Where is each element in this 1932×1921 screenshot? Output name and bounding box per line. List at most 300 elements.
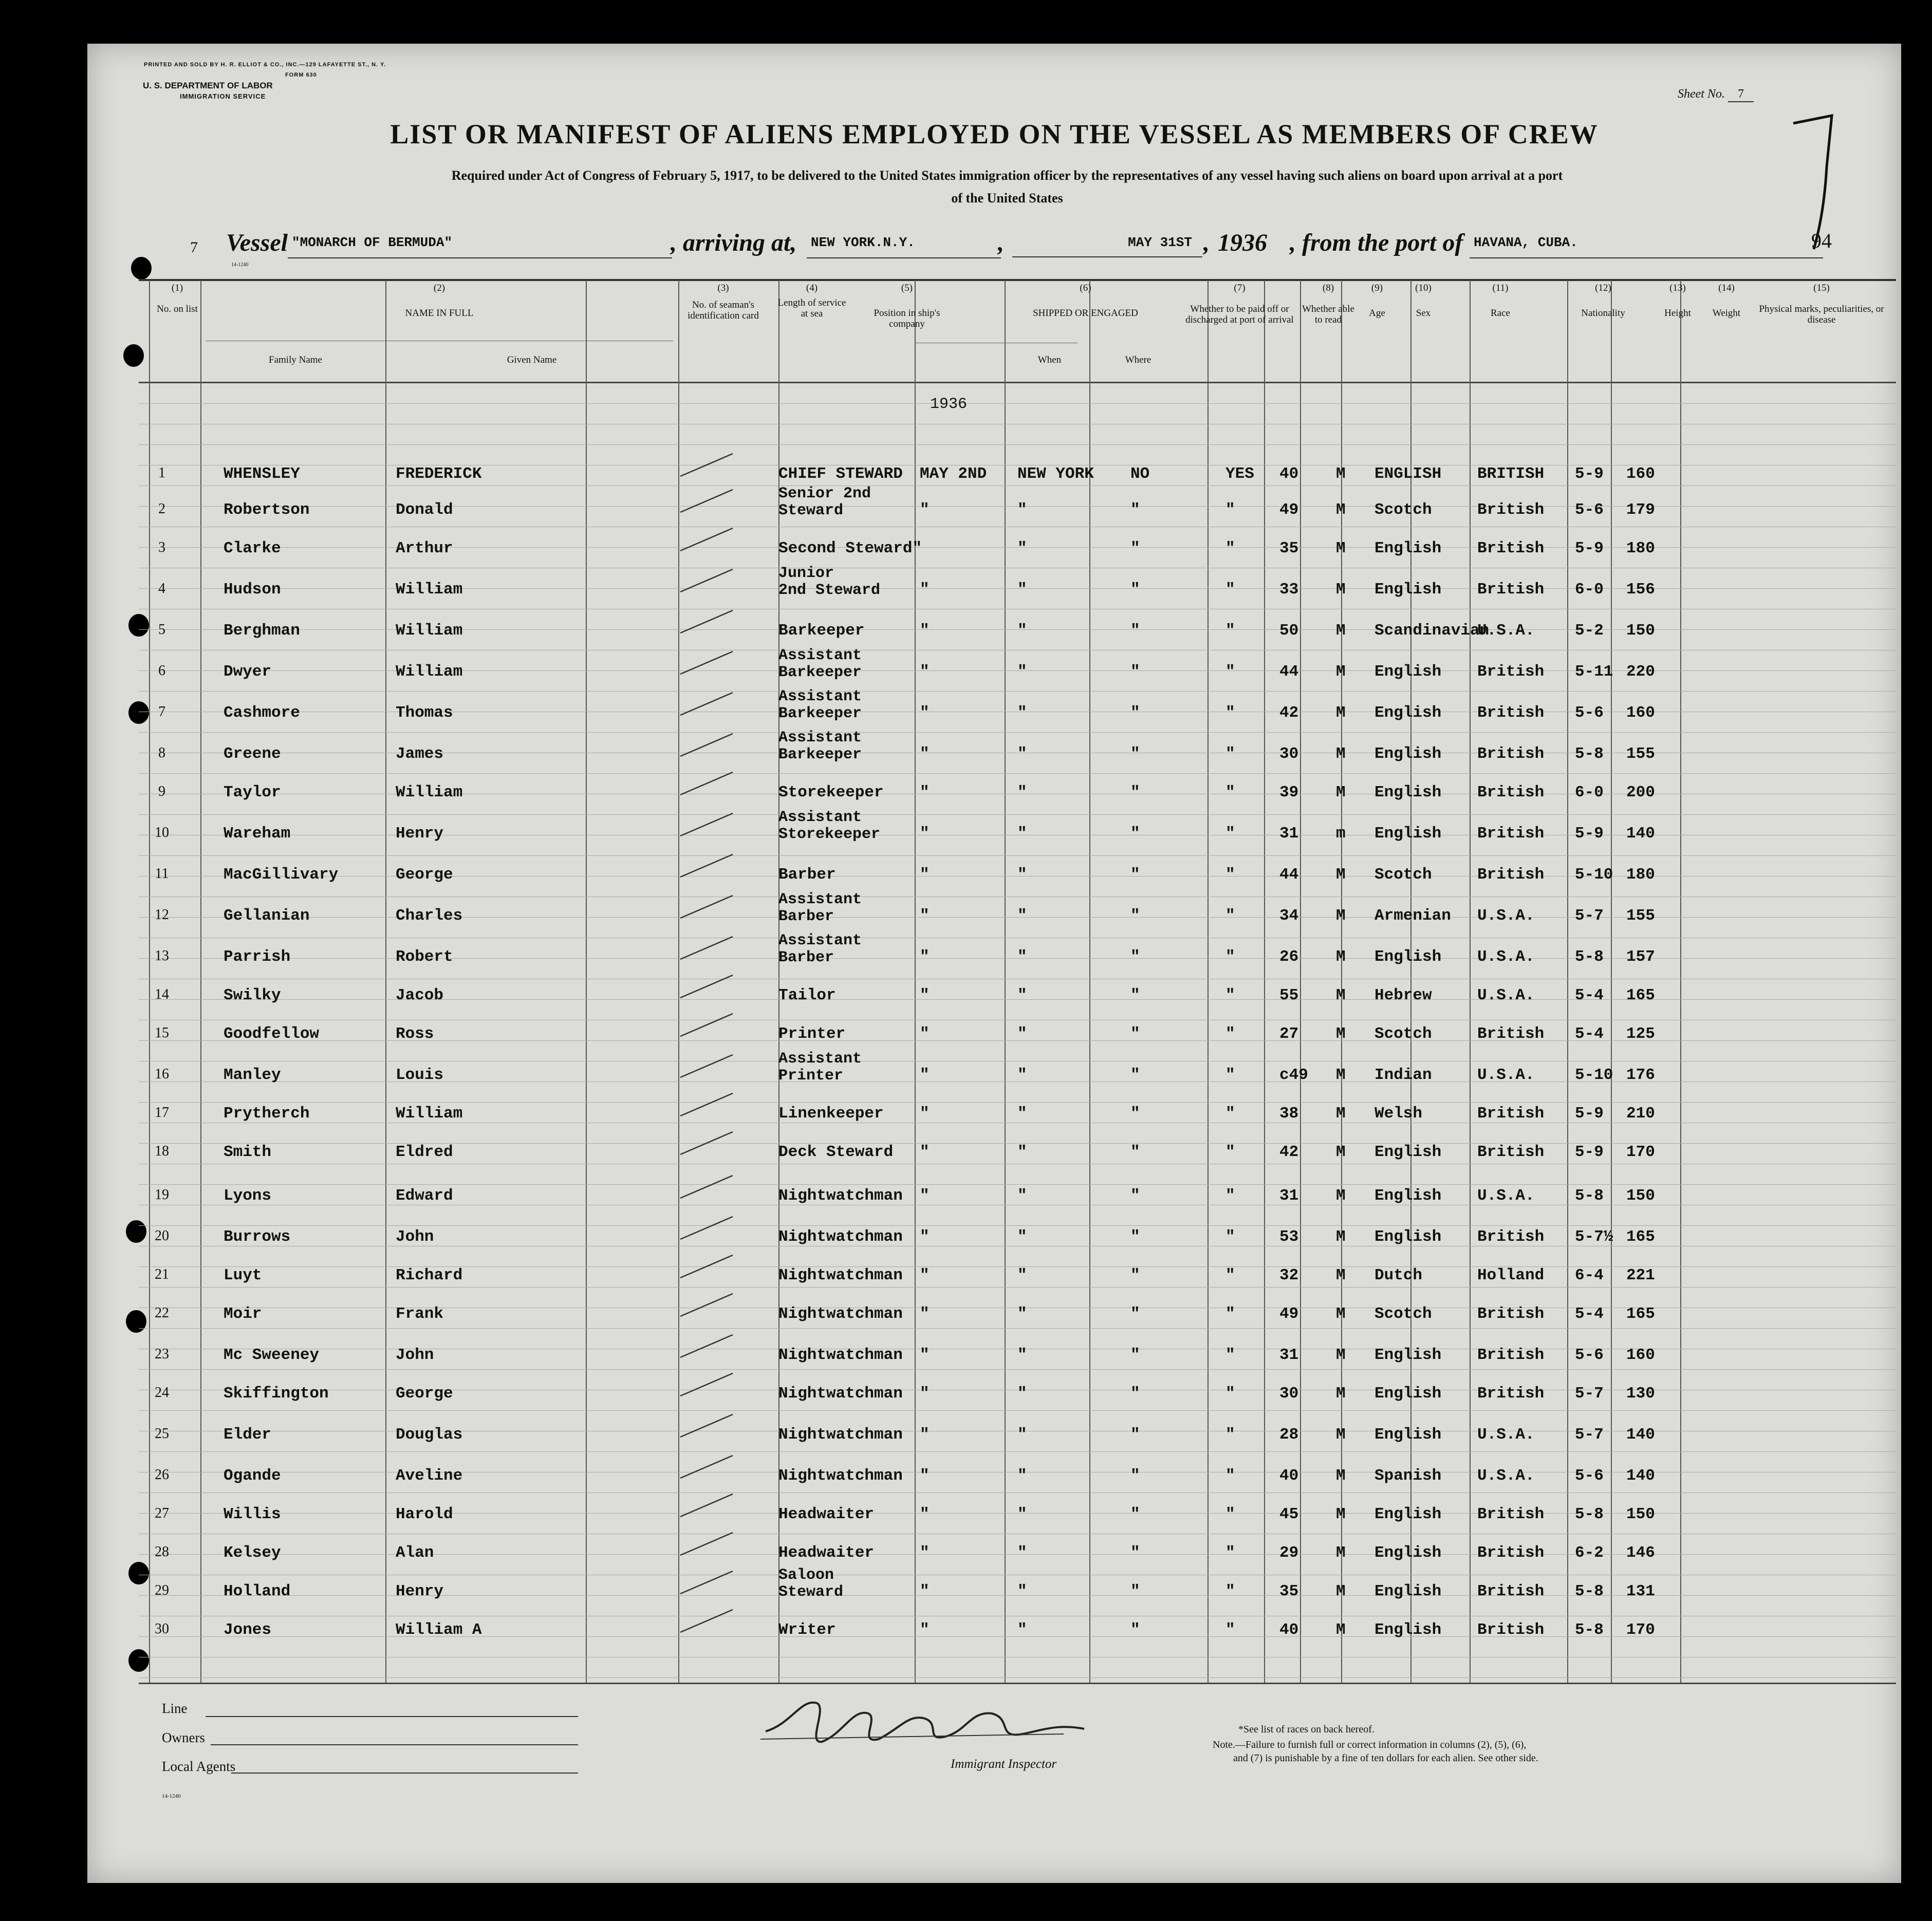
- position: Nightwatchman: [778, 1426, 903, 1444]
- row-number: 13: [155, 948, 169, 964]
- able-to-read: ": [1225, 622, 1235, 640]
- family-name: Prytherch: [224, 1105, 310, 1123]
- paid-off: ": [1130, 1385, 1140, 1403]
- row-number: 15: [155, 1025, 169, 1041]
- nationality: British: [1477, 1143, 1545, 1161]
- col-service-header: (4) Length of service at sea: [777, 283, 846, 319]
- year-note: 1936: [930, 396, 968, 413]
- shipped-when: ": [920, 1066, 930, 1084]
- paid-off: ": [1130, 825, 1140, 843]
- sex: M: [1336, 907, 1346, 925]
- sex: m: [1336, 825, 1346, 843]
- age: c49: [1279, 1066, 1308, 1084]
- given-name: Edward: [396, 1187, 453, 1205]
- row-number: 28: [155, 1544, 169, 1560]
- family-name: Luyt: [224, 1266, 262, 1284]
- given-name: Charles: [396, 907, 463, 925]
- row-number: 11: [155, 866, 169, 882]
- weight: 150: [1626, 1505, 1655, 1523]
- check-mark-icon: [676, 1213, 738, 1243]
- able-to-read: ": [1225, 1582, 1235, 1600]
- shipped-when: ": [920, 1025, 930, 1043]
- position-cell: [778, 730, 862, 763]
- shipped-when: ": [920, 1266, 930, 1284]
- shipped-when: MAY 2ND: [920, 465, 987, 483]
- weight: 160: [1626, 1346, 1655, 1364]
- able-to-read: ": [1225, 1385, 1235, 1403]
- row-number: 30: [155, 1621, 169, 1637]
- family-name: WHENSLEY: [224, 465, 300, 483]
- nationality: British: [1477, 1505, 1545, 1523]
- given-name: Henry: [396, 1582, 444, 1600]
- weight: 180: [1626, 866, 1655, 884]
- paid-off: ": [1130, 1505, 1140, 1523]
- height: 5-4: [1575, 1025, 1604, 1043]
- col-id-card-header: (3) No. of seaman's identification card: [688, 283, 759, 321]
- owners-label: Owners: [162, 1730, 205, 1745]
- able-to-read: ": [1225, 1066, 1235, 1084]
- nationality: British: [1477, 784, 1545, 801]
- position: Writer: [778, 1621, 836, 1639]
- position-line: Storekeeper: [778, 826, 881, 843]
- nationality: British: [1477, 663, 1545, 681]
- check-mark-icon: [676, 688, 738, 719]
- shipped-where: ": [1017, 986, 1027, 1004]
- ruled-line: [139, 1287, 1896, 1288]
- family-name: Cashmore: [224, 704, 300, 722]
- nationality: British: [1477, 704, 1545, 722]
- able-to-read: ": [1225, 1105, 1235, 1123]
- given-name: George: [396, 1385, 453, 1403]
- family-name: Swilky: [224, 986, 281, 1004]
- shipped-where: ": [1017, 1467, 1027, 1485]
- shipped-where: ": [1017, 866, 1027, 884]
- position-line: Barkeeper: [778, 705, 862, 722]
- nationality: U.S.A.: [1477, 622, 1535, 640]
- given-name: William A: [396, 1621, 482, 1639]
- nationality: British: [1477, 1582, 1545, 1600]
- weight: 165: [1626, 1305, 1655, 1323]
- age: 31: [1279, 1187, 1299, 1205]
- family-name: Taylor: [224, 784, 281, 801]
- sheet-label: Sheet No. 7: [1678, 87, 1754, 102]
- shipped-where: ": [1017, 1066, 1027, 1084]
- position-cell: [778, 688, 862, 722]
- subtitle: [226, 164, 1788, 210]
- position: Nightwatchman: [778, 1385, 903, 1403]
- shipped-when: ": [920, 581, 930, 599]
- given-name: Louis: [396, 1066, 444, 1084]
- height: 5-7: [1575, 1385, 1604, 1403]
- able-to-read: ": [1225, 745, 1235, 763]
- family-name: Kelsey: [224, 1544, 281, 1562]
- able-to-read: ": [1225, 1143, 1235, 1161]
- row-number: 24: [155, 1385, 169, 1401]
- manifest-sheet: PRINTED AND SOLD BY H. R. ELLIOT & CO., INC.—129 LAFAYETTE ST., N. Y. FORM 630 U. S. DEPARTMENT OF LABOR IMMIGRATION SERVICE Sheet No. 7 LIST OR MANIFEST OF ALIENS EMPLOYED ON THE VESSEL AS MEMBERS OF CREW Required under Act of Congress of February 5, 1917, to be delivered to the United States immigration officer by the representatives of any vessel having such aliens on board upon arrival at a port of the United States 7 Vessel "MONARCH OF BERMUDA" , arriving at, NEW YORK.N.Y. , MAY 31ST , 1936 , from the port of HAVANA, CUBA. 94 14-1240 (1) No. on list (2) NAME IN FULL Family Name Given Name (3) No. of seaman's identification card (4) Length of service at sea (5) Position in ship's company (6) SHIPPED OR ENGAGED When Where (7) Whether to be paid off or discharged at port of arrival (8) Whether able to read (9) Age (10) Sex (11) Race (12) Nationality (13) Height (14) Weight (15) Physical marks, peculiarities, or disease 1936 1 WHENSLEY FREDERICK CHIEF STEWARD MAY 2ND NEW YORK NO YES 40 M ENGLISH BRITISH 5-9 160 2 Robertson Donald Senior 2nd Steward " " " " 49 M Scotch British 5-6 179 3 Clarke Arthur Second Steward" " " " 35 M English British 5-9 180 4 Hudson William Junior 2nd Steward " " " " 33 M English British 6-0 156 5 Berghman William Barkeeper " " " " 50 M Scandinavian U.S.A. 5-2 150 6 Dwyer William Assistant Barkeeper " " " " 44 M English British 5-11 220 7 Cashmore Thomas Assistant Barkeeper " " " " 42 M English British 5-6 160 8 Greene James Assistant Barkeeper " " " " 30 M English British 5-8 155 9 Taylor William Storekeeper " " " " 39 M English British 6-0 200 10 Wareham Henry Assistant Storekeeper " " " " 31 m English British 5-9 140 11 MacGillivary George Barber " " " " 44 M Scotch British 5-10 180 12 Gellanian Charles Assistant Barber " " " " 34 M Armenian U.S.A. 5-7 155 13 Parrish Robert Assistant Barber " " " " 26 M English U.S.A. 5-8 157 14 Swilky Jacob Tailor " " " " 55 M Hebrew U.S.A. 5-4 165 15 Goodfellow Ross Printer " " " " 27 M Scotch British 5-4 125 16 Manley Louis Assistant Printer " " " " c49 M Indian U.S.A. 5-10 176 17 Prytherch William Linenkeeper " " " " 38 M Welsh British 5-9 210 18 Smith Eldred Deck Steward " " " " 42 M English British 5-9 170 19 Lyons Edward Nightwatchman " " " " 31 M English U.S.A. 5-8 150 20 Burrows John Nightwatchman " " " " 53 M English British 5-7½ 165 21 Luyt Richard Nightwatchman " " " " 32 M Dutch Holland 6-4 221 22 Moir Frank Nightwatchman " " " " 49 M Scotch British 5-4 165 23 Mc Sweeney John Nightwatchman " " " " 31 M English British 5-6 160 24 Skiffington George Nightwatchman " " " " 30 M English British 5-7 130 25 Elder Douglas Nightwatchman " " " " 28 M English U.S.A. 5-7 140 26 Ogande Aveline Nightwatchman " " " " 40 M Spanish U.S.A. 5-6 140 27 Willis Harold Headwaiter " " " " 45 M English British 5-8 150 28 Kelsey Alan Headwaiter " " " " 29 M English British 6-2 146 29 Holland Henry Saloon Steward " " " " 35 M English British 5-8 131 30 Jones William A Writer " " " " 40 M English British 5-8 170 Line Owners Local Agents Immigrant Inspector *See list of races on back hereof. Note.—Failure to furnish full or correct information in columns (2), (5), (6), and (7) is punishable by a fine of ten dollars for each alien. See other side. 14-1240: [87, 44, 1901, 1883]
- able-to-read: ": [1225, 1544, 1235, 1562]
- position: Headwaiter: [778, 1505, 875, 1523]
- given-name: Arthur: [396, 539, 453, 557]
- weight: 156: [1626, 581, 1655, 599]
- ruled-line: [139, 773, 1896, 774]
- position-line: Assistant: [778, 688, 862, 705]
- height: 5-7: [1575, 1426, 1604, 1444]
- row-number: 22: [155, 1305, 169, 1321]
- page-number: 94: [1811, 229, 1832, 252]
- paid-off: ": [1130, 1228, 1140, 1246]
- col-nationality-header: (12) Nationality: [1581, 283, 1625, 319]
- shipped-where: ": [1017, 907, 1027, 925]
- able-to-read: ": [1225, 501, 1235, 519]
- paid-off: ": [1130, 539, 1140, 557]
- paid-off: NO: [1130, 465, 1150, 483]
- shipped-where: ": [1017, 1346, 1027, 1364]
- row-number: 6: [158, 663, 165, 679]
- from-port: HAVANA, CUBA.: [1470, 235, 1823, 258]
- race: Welsh: [1374, 1105, 1423, 1123]
- family-name: Lyons: [224, 1187, 272, 1205]
- shipped-when: ": [920, 866, 930, 884]
- weight: 130: [1626, 1385, 1655, 1403]
- paid-off: ": [1130, 986, 1140, 1004]
- family-name: Smith: [224, 1143, 272, 1161]
- height: 6-4: [1575, 1266, 1604, 1284]
- shipped-when: ": [920, 784, 930, 801]
- height: 6-0: [1575, 784, 1604, 801]
- ruled-line: [139, 403, 1896, 404]
- weight: 179: [1626, 501, 1655, 519]
- row-number: 16: [155, 1066, 169, 1082]
- able-to-read: ": [1225, 948, 1235, 966]
- family-name: Parrish: [224, 948, 291, 966]
- ruled-line: [139, 444, 1896, 445]
- nationality: British: [1477, 866, 1545, 884]
- position-cell: [778, 565, 880, 599]
- position-line: Senior 2nd: [778, 485, 871, 502]
- given-name: Donald: [396, 501, 453, 519]
- col-paid-header: (7) Whether to be paid off or discharged at port of arrival: [1185, 283, 1294, 325]
- form-number: FORM 630: [285, 72, 317, 78]
- family-name: Clarke: [224, 539, 281, 557]
- service: IMMIGRATION SERVICE: [180, 92, 266, 100]
- race: English: [1374, 1346, 1442, 1364]
- family-name: Dwyer: [224, 663, 272, 681]
- sheet-number: 7: [1728, 87, 1754, 102]
- shipped-where: ": [1017, 825, 1027, 843]
- race: English: [1374, 784, 1442, 801]
- nationality: British: [1477, 1385, 1545, 1403]
- sex: M: [1336, 1385, 1346, 1403]
- sex: M: [1336, 1143, 1346, 1161]
- nationality: British: [1477, 745, 1545, 763]
- nationality: U.S.A.: [1477, 986, 1535, 1004]
- shipped-when: ": [920, 1228, 930, 1246]
- height: 5-6: [1575, 1346, 1604, 1364]
- sex: M: [1336, 622, 1346, 640]
- row-number: 29: [155, 1582, 169, 1598]
- weight: 157: [1626, 948, 1655, 966]
- able-to-read: ": [1225, 581, 1235, 599]
- position-line: Junior: [778, 565, 834, 582]
- col-race-header: (11) Race: [1491, 283, 1510, 319]
- shipped-when: ": [920, 907, 930, 925]
- age: 40: [1279, 465, 1299, 483]
- ruled-line: [139, 691, 1896, 692]
- shipped-when: ": [920, 986, 930, 1004]
- check-mark-icon: [676, 1369, 738, 1400]
- height: 5-9: [1575, 1143, 1604, 1161]
- family-name: Burrows: [224, 1228, 291, 1246]
- age: 49: [1279, 501, 1299, 519]
- ruled-line: [139, 1451, 1896, 1452]
- age: 38: [1279, 1105, 1299, 1123]
- height: 5-9: [1575, 539, 1604, 557]
- shipped-where: ": [1017, 581, 1027, 599]
- race: English: [1374, 1505, 1442, 1523]
- sex: M: [1336, 1582, 1346, 1600]
- punch-hole: [126, 1220, 146, 1243]
- check-mark-icon: [676, 1451, 738, 1482]
- sex: M: [1336, 663, 1346, 681]
- check-mark-icon: [676, 647, 738, 678]
- paid-off: ": [1130, 784, 1140, 801]
- position: Nightwatchman: [778, 1187, 903, 1205]
- family-name: Wareham: [224, 825, 291, 843]
- position-cell: [778, 891, 862, 925]
- given-name: Jacob: [396, 986, 444, 1004]
- paid-off: ": [1130, 1105, 1140, 1123]
- paid-off: ": [1130, 581, 1140, 599]
- race: English: [1374, 581, 1442, 599]
- paid-off: ": [1130, 622, 1140, 640]
- age: 44: [1279, 663, 1299, 681]
- position: Nightwatchman: [778, 1467, 903, 1485]
- ruled-line: [139, 1225, 1896, 1226]
- shipped-when: ": [920, 1385, 930, 1403]
- shipped-where: ": [1017, 1105, 1027, 1123]
- sex: M: [1336, 948, 1346, 966]
- row-number: 12: [155, 907, 169, 923]
- shipped-where: ": [1017, 501, 1027, 519]
- sex: M: [1336, 539, 1346, 557]
- ruled-line: [139, 855, 1896, 856]
- check-mark-icon: [676, 1051, 738, 1081]
- able-to-read: ": [1225, 1228, 1235, 1246]
- position: Storekeeper: [778, 784, 884, 801]
- paid-off: ": [1130, 1346, 1140, 1364]
- punch-hole: [128, 1649, 149, 1672]
- sex: M: [1336, 745, 1346, 763]
- col-height-header: (13) Height: [1664, 283, 1691, 319]
- weight: 221: [1626, 1266, 1655, 1284]
- height: 5-10: [1575, 866, 1613, 884]
- position-line: Assistant: [778, 729, 862, 747]
- age: 31: [1279, 1346, 1299, 1364]
- paid-off: ": [1130, 866, 1140, 884]
- sex: M: [1336, 1505, 1346, 1523]
- able-to-read: ": [1225, 825, 1235, 843]
- nationality: U.S.A.: [1477, 1426, 1535, 1444]
- race: English: [1374, 825, 1442, 843]
- row-number: 10: [155, 825, 169, 841]
- row-number: 19: [155, 1187, 169, 1203]
- col-given-header: Given Name: [507, 355, 557, 365]
- height: 5-6: [1575, 1467, 1604, 1485]
- check-mark-icon: [676, 450, 738, 480]
- vessel-name: "MONARCH OF BERMUDA": [288, 235, 672, 258]
- shipped-where: ": [1017, 1228, 1027, 1246]
- punch-hole: [131, 257, 152, 279]
- row-number: 7: [158, 704, 165, 720]
- ruled-line: [139, 1410, 1896, 1411]
- nationality: British: [1477, 539, 1545, 557]
- check-mark-icon: [676, 768, 738, 799]
- weight: 146: [1626, 1544, 1655, 1562]
- row-number: 18: [155, 1143, 169, 1159]
- margin-number: 7: [190, 239, 198, 256]
- table-top-rule: [139, 279, 1896, 281]
- shipped-where: ": [1017, 1025, 1027, 1043]
- height: 5-9: [1575, 825, 1604, 843]
- sex: M: [1336, 1346, 1346, 1364]
- shipped-where: ": [1017, 1385, 1027, 1403]
- age: 27: [1279, 1025, 1299, 1043]
- age: 28: [1279, 1426, 1299, 1444]
- ruled-line: [139, 1369, 1896, 1370]
- sex: M: [1336, 581, 1346, 599]
- sex: M: [1336, 1305, 1346, 1323]
- race: Hebrew: [1374, 986, 1432, 1004]
- punch-hole: [123, 344, 144, 367]
- weight: 170: [1626, 1621, 1655, 1639]
- paid-off: ": [1130, 745, 1140, 763]
- position-line: 2nd Steward: [778, 582, 881, 599]
- age: 40: [1279, 1621, 1299, 1639]
- weight: 200: [1626, 784, 1655, 801]
- position-line: Printer: [778, 1067, 844, 1085]
- position-cell: [778, 932, 862, 966]
- ruled-line: [139, 1102, 1896, 1103]
- race: English: [1374, 1582, 1442, 1600]
- shipped-when: ": [920, 622, 930, 640]
- ruled-line: [139, 814, 1896, 815]
- weight: 150: [1626, 622, 1655, 640]
- check-mark-icon: [676, 809, 738, 840]
- position: Printer: [778, 1025, 846, 1043]
- col-age-header: (9) Age: [1369, 283, 1385, 319]
- note-line-1: Note.—Failure to furnish full or correct information in columns (2), (5), (6),: [1213, 1739, 1527, 1750]
- position: Barber: [778, 866, 836, 884]
- able-to-read: ": [1225, 704, 1235, 722]
- weight: 155: [1626, 907, 1655, 925]
- sex: M: [1336, 465, 1346, 483]
- shipped-where: ": [1017, 704, 1027, 722]
- nationality: British: [1477, 1105, 1545, 1123]
- position-cell: [778, 1051, 862, 1085]
- position-line: Steward: [778, 1583, 844, 1601]
- race: English: [1374, 704, 1442, 722]
- height: 5-8: [1575, 1505, 1604, 1523]
- weight: 220: [1626, 663, 1655, 681]
- position-cell: [778, 1567, 843, 1601]
- height: 5-8: [1575, 1621, 1604, 1639]
- height: 5-8: [1575, 745, 1604, 763]
- nationality: British: [1477, 1544, 1545, 1562]
- weight: 165: [1626, 986, 1655, 1004]
- nationality: U.S.A.: [1477, 1066, 1535, 1084]
- age: 44: [1279, 866, 1299, 884]
- race: English: [1374, 1621, 1442, 1639]
- shipped-where: ": [1017, 663, 1027, 681]
- punch-hole: [128, 614, 149, 637]
- position-line: Assistant: [778, 647, 862, 664]
- position: Nightwatchman: [778, 1346, 903, 1364]
- paid-off: ": [1130, 1025, 1140, 1043]
- age: 42: [1279, 704, 1299, 722]
- sex: M: [1336, 1621, 1346, 1639]
- ruled-line: [139, 1328, 1896, 1329]
- age: 55: [1279, 986, 1299, 1004]
- col-position-header: (5) Position in ship's company: [874, 283, 940, 329]
- given-name: Eldred: [396, 1143, 453, 1161]
- col-name-header: (2) NAME IN FULL: [405, 283, 474, 319]
- inspector-label: Immigrant Inspector: [951, 1757, 1057, 1771]
- nationality: British: [1477, 1228, 1545, 1246]
- arrival-date: MAY 31ST: [1012, 235, 1202, 257]
- row-number: 26: [155, 1467, 169, 1483]
- shipped-where: ": [1017, 1544, 1027, 1562]
- shipped-where: ": [1017, 1505, 1027, 1523]
- check-mark-icon: [676, 1089, 738, 1120]
- race: English: [1374, 1385, 1442, 1403]
- paid-off: ": [1130, 1582, 1140, 1600]
- race: Scotch: [1374, 866, 1432, 884]
- check-mark-icon: [676, 1251, 738, 1282]
- department: U. S. DEPARTMENT OF LABOR: [143, 81, 273, 90]
- check-mark-icon: [676, 1290, 738, 1320]
- able-to-read: ": [1225, 663, 1235, 681]
- age: 30: [1279, 1385, 1299, 1403]
- position-line: Saloon: [778, 1566, 834, 1584]
- printer-line: PRINTED AND SOLD BY H. R. ELLIOT & CO., INC.—129 LAFAYETTE ST., N. Y.: [144, 62, 386, 68]
- race: English: [1374, 1544, 1442, 1562]
- given-name: Alan: [396, 1544, 434, 1562]
- race: Spanish: [1374, 1467, 1442, 1485]
- col-marks-header: (15) Physical marks, peculiarities, or disease: [1759, 283, 1884, 325]
- small-form-id: 14-1240: [231, 262, 249, 268]
- able-to-read: ": [1225, 907, 1235, 925]
- weight: 150: [1626, 1187, 1655, 1205]
- page-title: LIST OR MANIFEST OF ALIENS EMPLOYED ON THE VESSEL AS MEMBERS OF CREW: [390, 119, 1599, 150]
- position: Tailor: [778, 986, 836, 1004]
- family-name: Ogande: [224, 1467, 281, 1485]
- position-line: Barkeeper: [778, 664, 862, 681]
- height: 5-8: [1575, 948, 1604, 966]
- height: 6-2: [1575, 1544, 1604, 1562]
- age: 53: [1279, 1228, 1299, 1246]
- row-number: 17: [155, 1105, 169, 1121]
- height: 5-6: [1575, 704, 1604, 722]
- able-to-read: ": [1225, 539, 1235, 557]
- paid-off: ": [1130, 1621, 1140, 1639]
- shipped-where: ": [1017, 1187, 1027, 1205]
- shipped-when: ": [920, 1346, 930, 1364]
- arriving-label: , arriving at,: [671, 229, 797, 256]
- race: English: [1374, 948, 1442, 966]
- check-mark-icon: [676, 850, 738, 881]
- able-to-read: ": [1225, 1426, 1235, 1444]
- family-name: Gellanian: [224, 907, 310, 925]
